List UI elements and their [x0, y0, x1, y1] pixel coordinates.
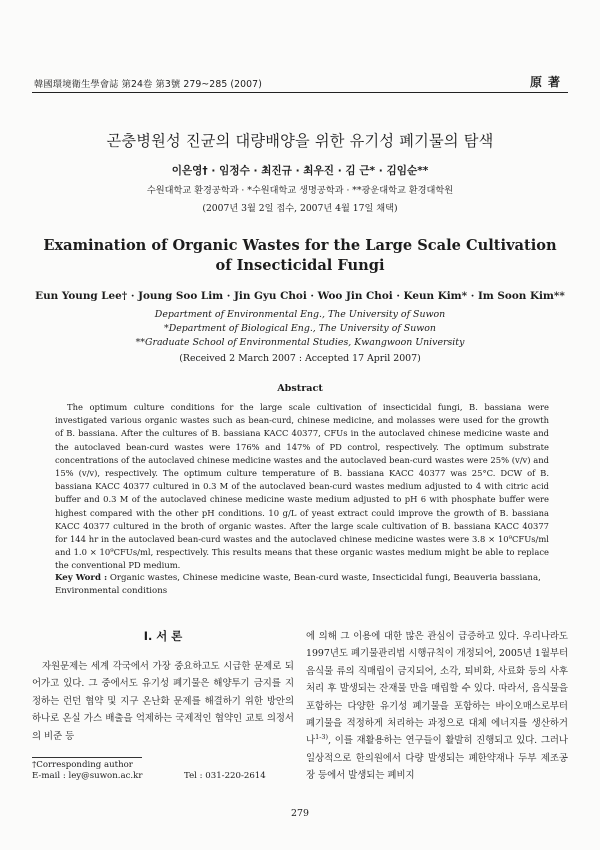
keywords — [55, 572, 549, 599]
journal-citation: 韓國環境衛生學會誌 第24卷 第3號 279~285 (2007) — [34, 79, 262, 90]
english-title: Examination of Organic Wastes for the Large Scale Cultivation of Insecticidal Fungi — [43, 237, 557, 274]
body-right-text-a: 에 의해 그 이용에 대한 많은 관심이 급증하고 있다. 우리나라도 1997년도 폐기물관리법 시행규칙이 개정되어, 2005년 1월부터 음식물 류의 직매립이 금지되어, 소각, 퇴비화, 사료화 등의 사후 처리 후 발생되는 잔재물 만을 매립할 수 있다. 따라서, 음식물을 포함하는 다양한 유기성 폐기물을 포함하는 바이오매스로부터 폐기물을 적정하게 처리하는 과정으로 대체 에너지를 생산하거나 — [306, 631, 568, 747]
header-rule — [32, 92, 568, 93]
article-type: 原著 — [529, 75, 566, 89]
korean-affiliation: 수원대학교 환경공학과 · *수원대학교 생명공학과 · **광운대학교 환경대학원 — [146, 185, 454, 196]
footnote-corresponding: †Corresponding author — [32, 760, 133, 770]
english-affiliation-3: **Graduate School of Environmental Studies, Kwangwoon University — [135, 337, 465, 348]
body-right-column — [306, 628, 568, 785]
body-left-column: 자원문제는 세계 각국에서 가장 중요하고도 시급한 문제로 되어가고 있다. 그 중에서도 유기성 폐기물은 해양투기 금지를 지정하는 런던 협약 및 지구 온난화 문제를 해결하기 위한 방안의 하나로 온실 가스 배출을 억제하는 국제적인 협약인 교토 의정서의 비준 등 — [32, 661, 294, 742]
korean-authors: 이은영† · 임정수 · 최진규 · 최우진 · 김 근* · 김임순** — [171, 165, 429, 177]
abstract-heading: Abstract — [277, 383, 323, 394]
body-right-text-b: , 이를 재활용하는 연구들이 활발히 진행되고 있다. 그러나 일상적으로 한의원에서 다량 발생되는 폐한약재나 두부 제조공장 등에서 발생되는 폐비지 — [306, 735, 568, 782]
keywords-text: Organic wastes, Chinese medicine waste, Bean-curd waste, Insecticidal fungi, Beauveria bassiana, Environmental conditions — [55, 573, 541, 597]
english-affiliation-2: *Department of Biological Eng., The University of Suwon — [164, 323, 436, 334]
keywords-label: Key Word : — [55, 573, 108, 583]
footnote-email: E-mail : ley@suwon.ac.kr — [32, 771, 143, 781]
english-dates: (Received 2 March 2007 : Accepted 17 April 2007) — [179, 353, 421, 364]
page-number: 279 — [291, 808, 309, 819]
section-heading-introduction: I. 서 론 — [143, 629, 183, 643]
korean-title: 곤충병원성 진균의 대량배양을 위한 유기성 폐기물의 탐색 — [106, 132, 494, 150]
running-header — [32, 73, 568, 91]
footnote-tel: Tel : 031-220-2614 — [184, 771, 266, 781]
abstract-text: The optimum culture conditions for the large scale cultivation of insecticidal fungi, B. bassiana were investigated various organic wastes such as bean-curd, chinese medicine, and molasses were used for the growth of B. bassiana. After the cultures of B. bassiana KACC 40377, CFUs in the autoclaved chinese medicine waste and the autoclaved bean-curd wastes were 176% and 147% of PD control, respectively. The optimum substrate concentrations of the autoclaved chinese medicine wastes and the autoclaved bean-curd wastes were 25% (v/v) and 15% (v/v), respectively. The optimum culture temperature of B. bassiana KACC 40377 was 25°C. DCW of B. bassiana KACC 40377 cultured in 0.3 M of the autoclaved bean-curd wastes medium adjusted to 4 with citric acid buffer and 0.3 M of the autoclaved chinese medicine waste medium adjusted to pH 6 with phosphate buffer were highest compared with the other pH conditions. 10 g/L of yeast extract could improve the growth of B. bassiana KACC 40377 cultured in the broth of organic wastes. After the large scale cultivation of B. bassiana KACC 40377 for 144 hr in the autoclaved bean-curd wastes and the autoclaved chinese medicine wastes were 3.8 × 10⁹CFUs/ml and 1.0 × 10⁹CFUs/ml, respectively. This results means that these organic wastes medium might be able to replace the conventional PD medium. — [55, 402, 549, 571]
english-affiliation-1: Department of Environmental Eng., The University of Suwon — [154, 309, 446, 320]
reference-superscript: 1-3) — [315, 733, 329, 742]
korean-dates: (2007년 3월 2일 접수, 2007년 4월 17일 채택) — [202, 203, 398, 214]
english-authors: Eun Young Lee† · Joung Soo Lim · Jin Gyu Choi · Woo Jin Choi · Keun Kim* · Im Soon Kim** — [35, 290, 565, 302]
footnote-rule — [32, 757, 142, 758]
